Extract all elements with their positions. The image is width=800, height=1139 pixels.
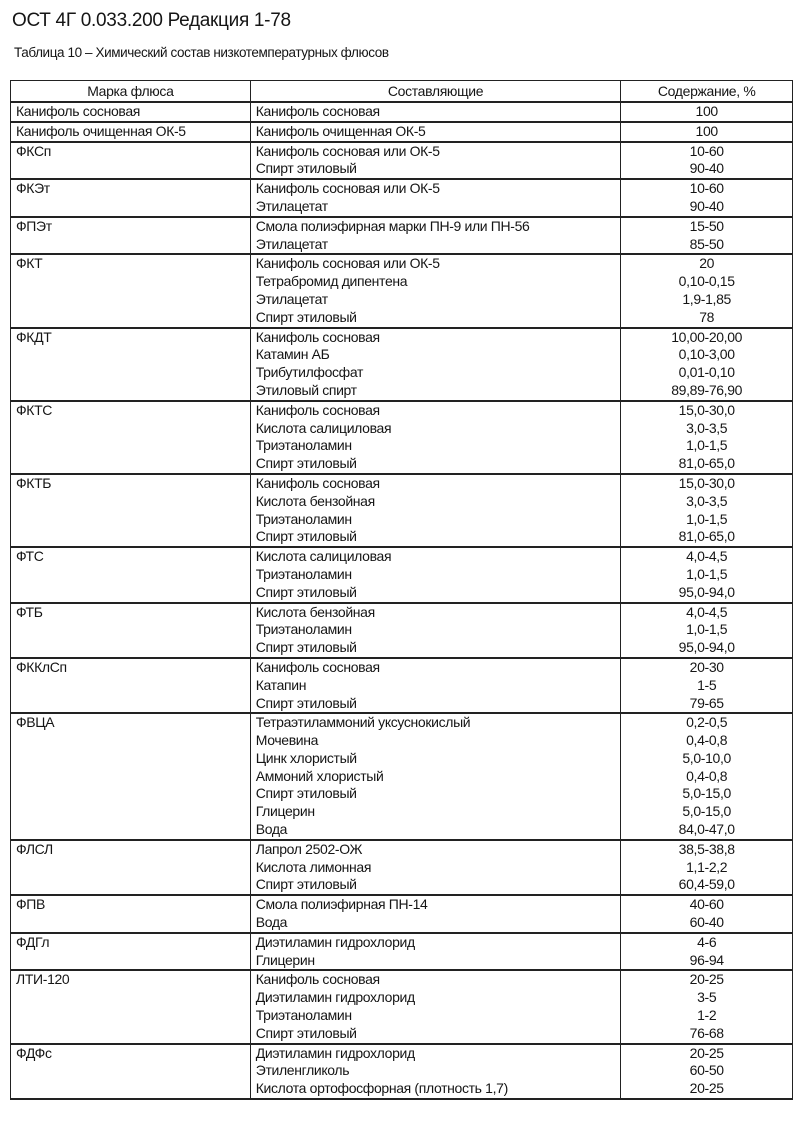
content-cell [621,142,793,180]
component-content: 15,0-30,0 [678,401,735,418]
flux-mark-cell [11,474,251,547]
component-content: 84,0-47,0 [678,821,735,838]
component-name: Триэтаноламин [255,1007,352,1024]
content-cell [621,603,793,658]
component-name: Триэтаноламин [255,621,352,638]
content-cell [621,895,793,933]
component-name: Спирт этиловый [255,528,357,545]
component-content: 100 [695,103,718,119]
flux-mark-cell [11,401,251,474]
component-name: Цинк хлористый [255,749,357,766]
document-header: ОСТ 4Г 0.033.200 Редакция 1-78 [12,10,291,31]
component-content: 79-65 [689,694,724,711]
component-name: Катапин [255,676,307,693]
components-cell [250,603,621,658]
component-content: 96-94 [689,951,724,968]
table-row [11,122,793,142]
components-cell [250,102,621,122]
component-name: Канифоль сосновая [255,328,380,345]
component-name: Этилацетат [255,197,328,214]
component-name: Диэтиламин гидрохлорид [255,933,415,950]
flux-mark: ФКТ [16,255,43,272]
component-content: 1,0-1,5 [686,621,728,638]
content-cell [621,122,793,142]
flux-mark-cell [11,547,251,602]
component-name: Спирт этиловый [255,160,357,177]
component-content: 81,0-65,0 [678,455,735,472]
flux-mark-cell [11,840,251,895]
component-name: Триэтаноламин [255,437,352,454]
component-content: 10-60 [689,180,724,197]
component-content: 0,10-0,15 [678,273,735,290]
flux-mark: Канифоль очищенная ОК-5 [16,122,186,139]
component-content: 95,0-94,0 [678,583,735,600]
component-content: 3-5 [697,989,717,1006]
component-name: Канифоль сосновая или ОК-5 [255,180,440,197]
table-row [11,1044,793,1099]
content-cell [621,970,793,1043]
components-cell [250,401,621,474]
content-cell [621,217,793,255]
flux-mark: ФЛСЛ [16,840,53,857]
component-content: 100 [695,122,718,139]
flux-mark-cell [11,122,251,142]
content-cell [621,102,793,122]
component-content: 4-6 [697,933,717,950]
content-cell [621,474,793,547]
component-content: 95,0-94,0 [678,639,735,656]
flux-mark: ФДФс [16,1044,52,1061]
flux-mark: ФКЭт [16,180,50,197]
component-content: 3,0-3,5 [686,492,728,509]
component-content: 0,2-0,5 [686,714,728,731]
component-name: Этиленгликоль [255,1062,350,1079]
component-name: Канифоль сосновая [255,971,380,988]
components-cell [250,474,621,547]
component-name: Спирт этиловый [255,308,357,325]
component-content: 5,0-15,0 [682,803,731,820]
table-row [11,217,793,255]
components-cell [250,933,621,971]
components-cell [250,179,621,217]
component-content: 38,5-38,8 [678,840,735,857]
table-row [11,142,793,180]
component-name: Триэтаноламин [255,565,352,582]
flux-mark-cell [11,1044,251,1099]
content-cell [621,713,793,840]
component-content: 40-60 [689,896,724,913]
flux-mark-cell [11,658,251,713]
table-row [11,933,793,971]
component-content: 0,4-0,8 [686,732,728,749]
column-header-mark: Марка флюса [11,81,251,103]
table-header [11,81,793,103]
component-content: 90-40 [689,160,724,177]
component-name: Этиловый спирт [255,381,357,398]
content-cell [621,933,793,971]
flux-mark: ФКТС [16,401,53,418]
content-cell [621,547,793,602]
flux-mark: ФДГл [16,933,50,950]
component-name: Спирт этиловый [255,694,357,711]
component-name: Лапрол 2502-ОЖ [255,840,363,857]
component-name: Канифоль очищенная ОК-5 [255,122,426,139]
component-content: 78 [699,308,715,325]
component-content: 81,0-65,0 [678,528,735,545]
components-cell [250,142,621,180]
content-cell [621,1044,793,1099]
component-content: 4,0-4,5 [686,548,728,565]
flux-mark-cell [11,970,251,1043]
component-content: 5,0-10,0 [682,749,731,766]
flux-mark: ФКСп [16,142,51,159]
flux-mark-cell [11,895,251,933]
table-row [11,328,793,401]
component-content: 20 [699,255,715,272]
table-caption: Таблица 10 – Химический состав низкотемпературных флюсов [14,45,389,60]
table-row [11,603,793,658]
component-content: 3,0-3,5 [686,419,728,436]
components-cell [250,895,621,933]
table-row [11,658,793,713]
component-content: 0,4-0,8 [686,767,728,784]
flux-composition-table [10,80,793,1100]
components-cell [250,254,621,327]
component-name: Канифоль сосновая [255,401,380,418]
flux-mark: ФТС [16,548,44,565]
component-name: Кислота лимонная [255,858,372,875]
content-cell [621,328,793,401]
flux-mark: ФВЦА [16,714,55,731]
component-name: Смола полиэфирная ПН-14 [255,896,428,913]
table-row [11,401,793,474]
component-name: Кислота ортофосфорная (плотность 1,7) [255,1080,508,1097]
flux-mark-cell [11,713,251,840]
component-name: Канифоль сосновая [255,658,380,675]
component-content: 15-50 [689,217,724,234]
component-content: 90-40 [689,197,724,214]
component-name: Канифоль сосновая [255,103,380,119]
component-name: Кислота бензойная [255,603,375,620]
component-content: 10-60 [689,142,724,159]
component-name: Спирт этиловый [255,876,357,893]
component-name: Глицерин [255,803,315,820]
table-row [11,840,793,895]
component-name: Канифоль сосновая или ОК-5 [255,142,440,159]
component-content: 85-50 [689,235,724,252]
table-row [11,254,793,327]
content-cell [621,658,793,713]
table-body [11,102,793,1099]
component-content: 20-30 [689,658,724,675]
component-name: Кислота салициловая [255,419,392,436]
flux-mark: Канифоль сосновая [16,103,141,119]
component-content: 1,0-1,5 [686,510,728,527]
table-row [11,474,793,547]
component-name: Катамин АБ [255,346,330,363]
flux-mark: ФКТБ [16,474,52,491]
component-name: Тетрабромид дипентена [255,273,408,290]
component-content: 5,0-15,0 [682,785,731,802]
component-name: Спирт этиловый [255,583,357,600]
flux-mark-cell [11,328,251,401]
component-content: 1,1-2,2 [686,858,728,875]
component-content: 89,89-76,90 [671,381,743,398]
component-content: 1,0-1,5 [686,437,728,454]
component-content: 0,01-0,10 [678,364,735,381]
components-cell [250,328,621,401]
components-cell [250,1044,621,1099]
table-row [11,895,793,933]
flux-mark: ФПЭт [16,217,52,234]
component-name: Тетраэтиламмоний уксуснокислый [255,714,471,731]
components-cell [250,217,621,255]
component-name: Смола полиэфирная марки ПН-9 или ПН-56 [255,217,530,234]
components-cell [250,122,621,142]
component-name: Мочевина [255,732,319,749]
components-cell [250,840,621,895]
table-row [11,179,793,217]
component-content: 4,0-4,5 [686,603,728,620]
component-content: 0,10-3,00 [678,346,735,363]
component-content: 20-25 [689,1044,724,1061]
table-row [11,547,793,602]
component-name: Трибутилфосфат [255,364,364,381]
component-name: Вода [255,914,288,931]
component-name: Диэтиламин гидрохлорид [255,989,415,1006]
table-row [11,102,793,122]
component-content: 60-50 [689,1062,724,1079]
component-name: Аммоний хлористый [255,767,384,784]
table-row [11,970,793,1043]
component-name: Триэтаноламин [255,510,352,527]
component-content: 1-5 [697,676,717,693]
component-content: 20-25 [689,971,724,988]
column-header-components: Составляющие [250,81,621,103]
component-name: Канифоль сосновая [255,474,380,491]
component-content: 76-68 [689,1024,724,1041]
flux-mark: ЛТИ-120 [16,971,70,988]
flux-mark-cell [11,254,251,327]
component-name: Канифоль сосновая или ОК-5 [255,255,440,272]
component-name: Диэтиламин гидрохлорид [255,1044,415,1061]
header-row [11,81,793,103]
flux-mark-cell [11,179,251,217]
flux-mark-cell [11,603,251,658]
content-cell [621,840,793,895]
flux-mark: ФТБ [16,603,43,620]
component-content: 1,9-1,85 [682,290,731,307]
flux-mark-cell [11,933,251,971]
component-name: Кислота салициловая [255,548,392,565]
component-content: 60-40 [689,914,724,931]
flux-mark: ФККлСп [16,658,67,675]
component-name: Этилацетат [255,235,328,252]
components-cell [250,970,621,1043]
flux-mark-cell [11,142,251,180]
content-cell [621,179,793,217]
content-cell [621,401,793,474]
component-content: 1-2 [697,1007,717,1024]
component-name: Глицерин [255,951,315,968]
component-name: Вода [255,821,288,838]
flux-mark-cell [11,102,251,122]
component-content: 60,4-59,0 [678,876,735,893]
flux-mark: ФКДТ [16,328,52,345]
component-content: 1,0-1,5 [686,565,728,582]
components-cell [250,658,621,713]
components-cell [250,713,621,840]
component-content: 20-25 [689,1080,724,1097]
component-name: Спирт этиловый [255,785,357,802]
component-name: Этилацетат [255,290,328,307]
component-name: Кислота бензойная [255,492,375,509]
component-name: Спирт этиловый [255,639,357,656]
component-content: 15,0-30,0 [678,474,735,491]
column-header-content: Содержание, % [621,81,793,103]
component-content: 10,00-20,00 [671,328,743,345]
table-row [11,713,793,840]
component-name: Спирт этиловый [255,1024,357,1041]
components-cell [250,547,621,602]
flux-mark: ФПВ [16,896,45,913]
content-cell [621,254,793,327]
flux-mark-cell [11,217,251,255]
component-name: Спирт этиловый [255,455,357,472]
